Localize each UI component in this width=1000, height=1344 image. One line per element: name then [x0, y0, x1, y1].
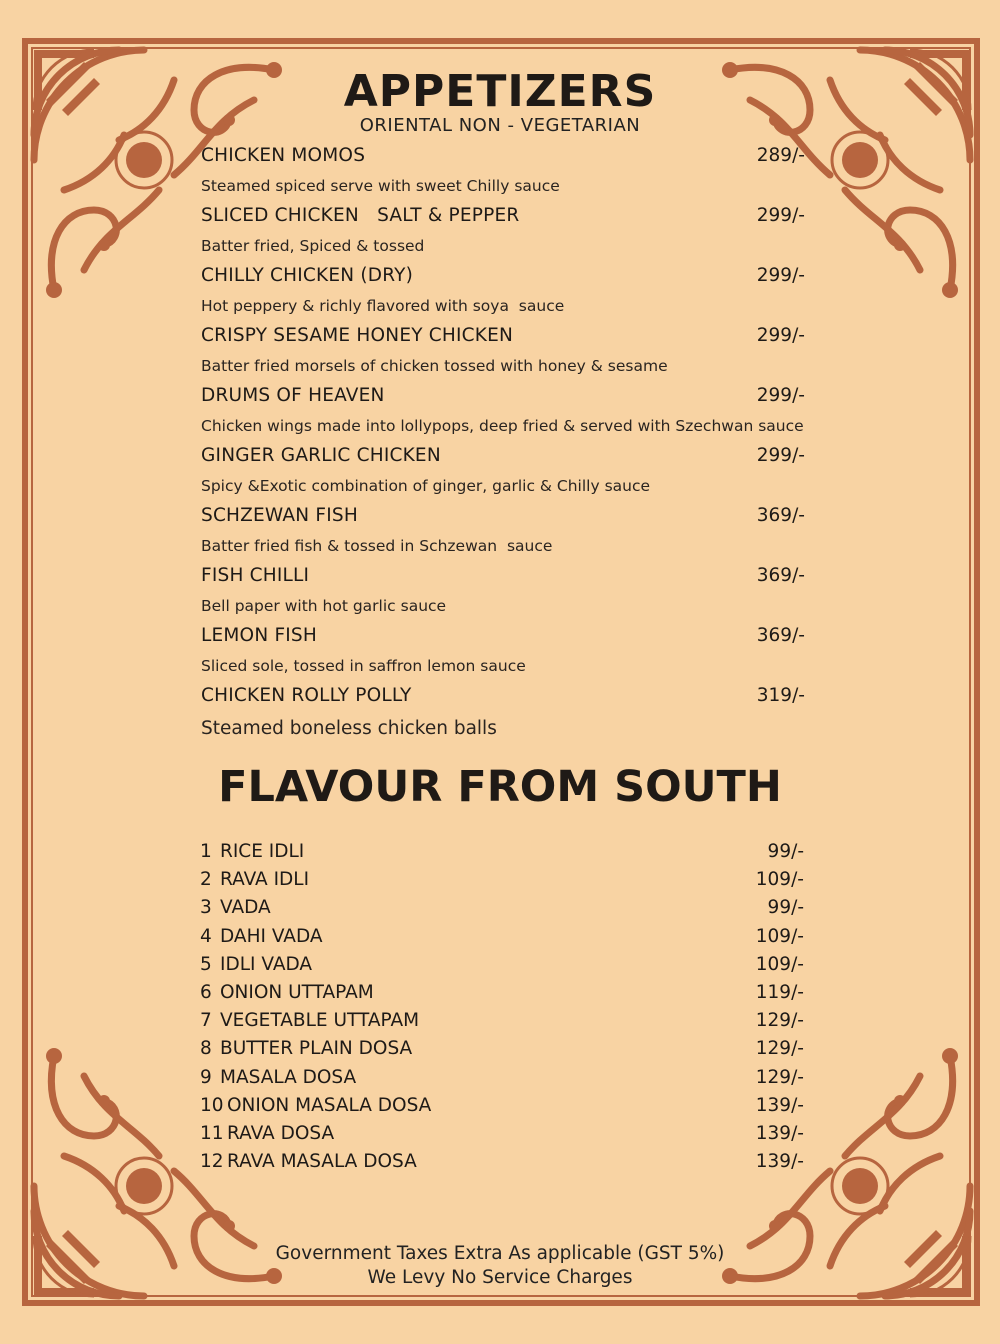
item-name: SCHZEWAN FISH: [201, 505, 358, 526]
item-description: Sliced sole, tossed in saffron lemon sauce: [201, 657, 526, 675]
item-name: DRUMS OF HEAVEN: [201, 385, 385, 406]
item-price: 109/-: [755, 869, 804, 891]
service-charge-note: We Levy No Service Charges: [367, 1267, 633, 1288]
item-number: 12: [200, 1151, 224, 1173]
item-name: CHILLY CHICKEN (DRY): [201, 265, 414, 286]
item-description: Steamed boneless chicken balls: [201, 718, 497, 739]
item-price: 299/-: [756, 325, 805, 346]
item-name: CHICKEN ROLLY POLLY: [201, 685, 412, 706]
appetizers-subtitle: ORIENTAL NON - VEGETARIAN: [359, 115, 641, 136]
menu-item: [201, 383, 805, 443]
item-number: 11: [200, 1122, 224, 1144]
item-name: CRISPY SESAME HONEY CHICKEN: [201, 325, 514, 346]
item-description: Batter fried fish & tossed in Schzewan sauce: [201, 537, 553, 555]
item-description: Hot peppery & richly flavored with soya sauce: [201, 297, 565, 315]
item-number: 7: [200, 1010, 212, 1032]
list-item: [200, 954, 804, 982]
menu-item: [201, 563, 805, 623]
item-price: 299/-: [756, 205, 805, 226]
item-price: 299/-: [756, 445, 805, 466]
menu-item: [201, 263, 805, 323]
item-name: ONION UTTAPAM: [220, 981, 374, 1003]
list-item: [200, 1067, 804, 1095]
item-price: 99/-: [767, 841, 804, 862]
item-price: 109/-: [755, 953, 804, 975]
menu-item: [201, 143, 805, 203]
item-name: VEGETABLE UTTAPAM: [220, 1010, 420, 1032]
appetizers-list: [201, 143, 805, 743]
item-description: Spicy &Exotic combination of ginger, garlic & Chilly sauce: [201, 477, 651, 495]
item-name: LEMON FISH: [201, 625, 317, 646]
list-item: [200, 1151, 804, 1179]
item-price: 369/-: [756, 625, 805, 646]
item-price: 139/-: [755, 1122, 804, 1144]
menu-item: [201, 623, 805, 683]
item-name: RAVA MASALA DOSA: [227, 1151, 417, 1173]
item-name: IDLI VADA: [220, 953, 313, 975]
item-number: 2: [200, 869, 212, 891]
list-item: [200, 841, 804, 869]
list-item: [200, 982, 804, 1010]
item-description: Steamed spiced serve with sweet Chilly sauce: [201, 177, 560, 195]
item-number: 10: [200, 1094, 224, 1116]
item-price: 369/-: [756, 565, 805, 586]
menu-item: [201, 503, 805, 563]
item-price: 119/-: [755, 981, 804, 1003]
item-name: RAVA IDLI: [220, 869, 310, 891]
tax-note: Government Taxes Extra As applicable (GST 5%): [275, 1243, 725, 1264]
item-name: MASALA DOSA: [220, 1066, 357, 1088]
menu-item: [201, 323, 805, 383]
item-number: 8: [200, 1038, 212, 1060]
item-price: 139/-: [755, 1151, 804, 1173]
item-price: 129/-: [755, 1010, 804, 1032]
item-price: 109/-: [755, 925, 804, 947]
item-name: CHICKEN MOMOS: [201, 145, 366, 166]
item-price: 129/-: [755, 1038, 804, 1060]
list-item: [200, 869, 804, 897]
item-name: DAHI VADA: [220, 925, 323, 947]
list-item: [200, 1038, 804, 1066]
item-price: 319/-: [756, 685, 805, 706]
menu-item: [201, 203, 805, 263]
item-price: 289/-: [756, 145, 805, 166]
appetizers-title: APPETIZERS: [343, 66, 657, 117]
item-name: SLICED CHICKEN SALT & PEPPER: [201, 205, 520, 226]
item-description: Bell paper with hot garlic sauce: [201, 597, 447, 615]
item-name: GINGER GARLIC CHICKEN: [201, 445, 441, 466]
item-number: 9: [200, 1066, 212, 1088]
item-number: 4: [200, 925, 212, 947]
item-number: 3: [200, 897, 212, 919]
list-item: [200, 926, 804, 954]
list-item: [200, 1010, 804, 1038]
item-name: FISH CHILLI: [201, 565, 310, 586]
item-number: 5: [200, 953, 212, 975]
item-name: VADA: [220, 897, 271, 919]
menu-item: [201, 443, 805, 503]
item-price: 99/-: [767, 897, 804, 919]
item-description: Batter fried, Spiced & tossed: [201, 237, 425, 255]
south-list: [200, 841, 804, 1179]
list-item: [200, 1095, 804, 1123]
list-item: [200, 897, 804, 925]
item-name: BUTTER PLAIN DOSA: [220, 1038, 413, 1060]
item-description: Chicken wings made into lollypops, deep fried & served with Szechwan sauce: [201, 417, 804, 435]
item-price: 299/-: [756, 265, 805, 286]
item-price: 129/-: [755, 1066, 804, 1088]
item-number: 6: [200, 981, 212, 1003]
footer-note: [0, 1242, 1000, 1290]
item-description: Batter fried morsels of chicken tossed with honey & sesame: [201, 357, 668, 375]
item-price: 299/-: [756, 385, 805, 406]
item-number: 1: [200, 841, 212, 862]
list-item: [200, 1123, 804, 1151]
item-price: 369/-: [756, 505, 805, 526]
item-name: RICE IDLI: [220, 841, 305, 862]
south-title: FLAVOUR FROM SOUTH: [218, 762, 782, 812]
item-price: 139/-: [755, 1094, 804, 1116]
item-name: RAVA DOSA: [227, 1122, 335, 1144]
item-name: ONION MASALA DOSA: [227, 1094, 432, 1116]
